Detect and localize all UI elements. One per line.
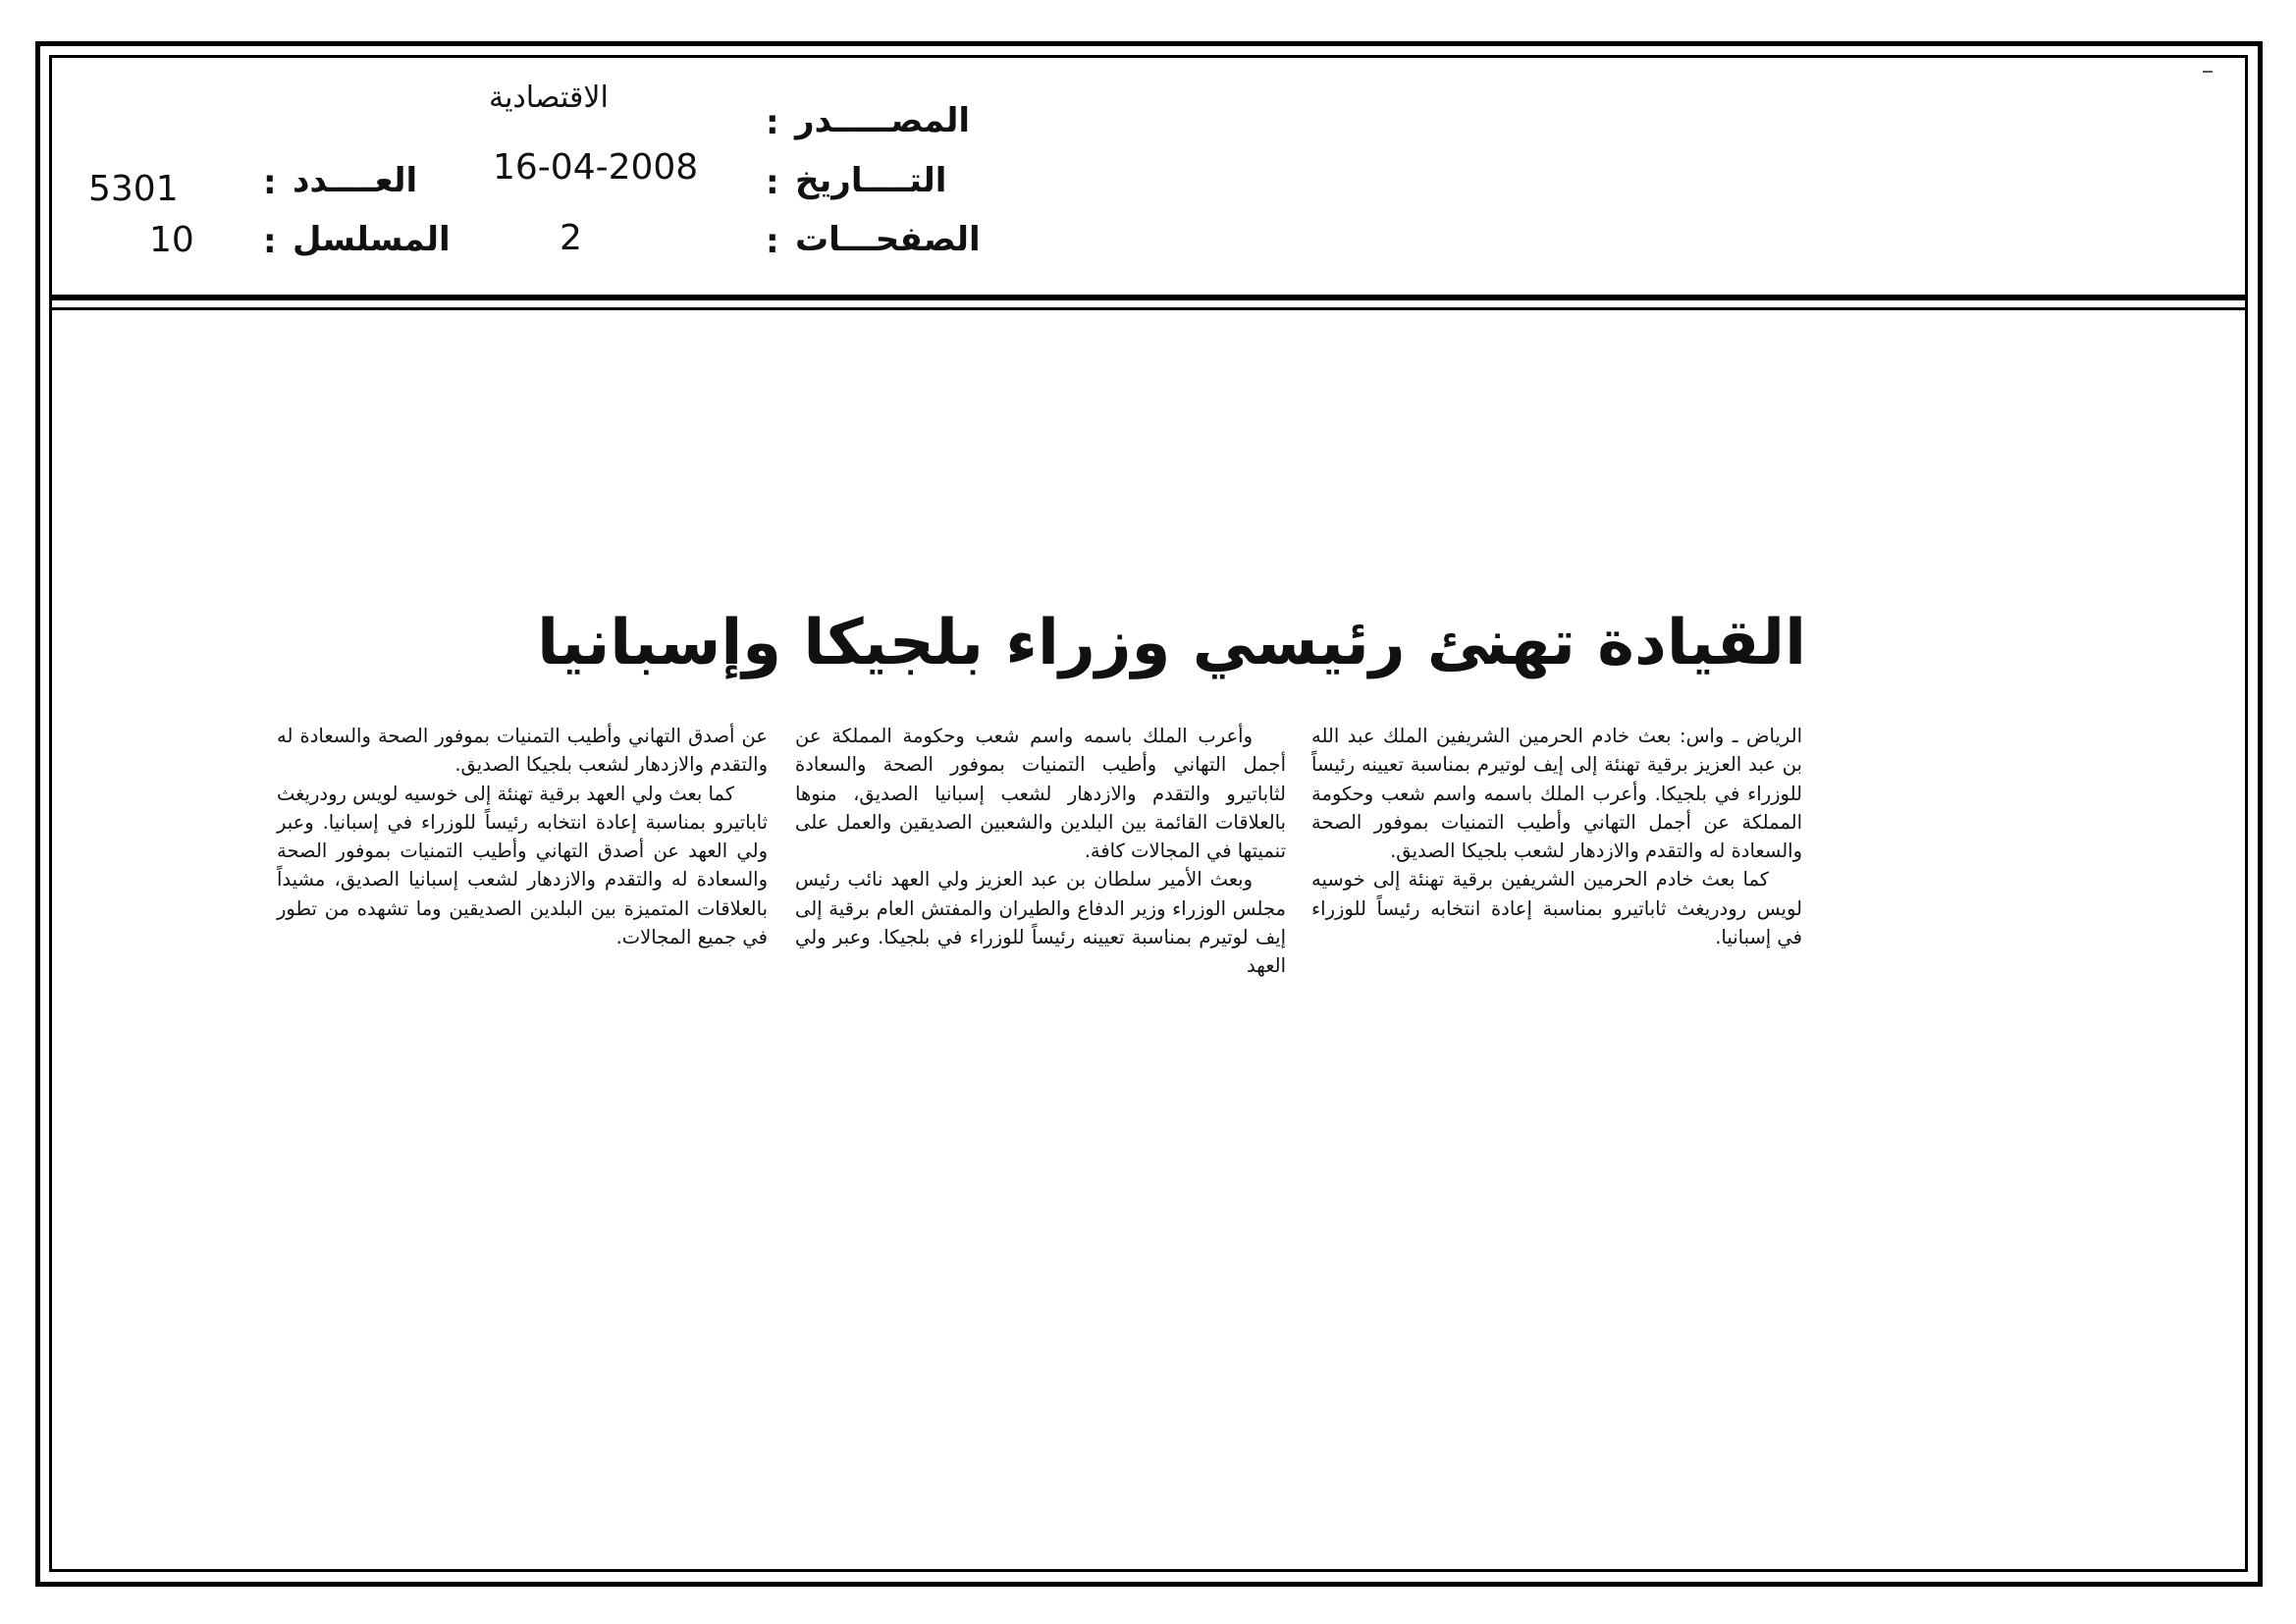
- issue-colon: :: [263, 163, 277, 202]
- date-colon: :: [766, 163, 779, 202]
- article-column-1: [1311, 722, 1802, 951]
- date-value: 16-04-2008: [493, 147, 699, 188]
- article-paragraph: عن أصدق التهاني وأطيب التمنيات بموفور الصحة والسعادة له والتقدم والازدهار لشعب بلجيكا الصديق.: [277, 725, 768, 777]
- pages-colon: :: [766, 222, 779, 261]
- article-paragraph: كما بعث خادم الحرمين الشريفين برقية تهنئة إلى خوسيه لويس رودريغث ثاباتيرو بمناسبة إعادة انتخابه رئيساً للوزراء في إسبانيا.: [1311, 868, 1802, 949]
- source-value: الاقتصادية: [489, 81, 609, 115]
- corner-mark: [2203, 71, 2213, 73]
- header-rule-thick: [49, 295, 2248, 300]
- issue-label: العــــدد: [293, 161, 418, 200]
- article-paragraph: وأعرب الملك باسمه واسم شعب وحكومة المملكة عن أجمل التهاني وأطيب التمنيات بموفور الصحة والسعادة لثاباتيرو والتقدم والازدهار لشعب إسبانيا الصديق، منوها بالعلاقات القائمة بين البلدين والشعبين الصديقين والعمل على تنميتها في المجالات كافة.: [795, 725, 1286, 863]
- article-column-2: [795, 722, 1286, 981]
- article-paragraph: وبعث الأمير سلطان بن عبد العزيز ولي العهد نائب رئيس مجلس الوزراء وزير الدفاع والطيران والمفتش العام برقية إلى إيف لوتيرم بمناسبة تعيينه رئيساً للوزراء في بلجيكا. وعبر ولي العهد: [795, 868, 1286, 978]
- source-label: المصـــــدر: [795, 101, 971, 140]
- article-paragraph: الرياض ـ واس: بعث خادم الحرمين الشريفين الملك عبد الله بن عبد العزيز برقية تهنئة إلى إيف لوتيرم بمناسبة تعيينه رئيساً للوزراء في بلجيكا. وأعرب الملك باسمه واسم شعب وحكومة المملكة عن أجمل التهاني وأطيب التمنيات بموفور الصحة والسعادة له والتقدم والازدهار لشعب بلجيكا الصديق.: [1311, 725, 1802, 863]
- pages-label: الصفحـــات: [795, 220, 981, 259]
- date-label: التــــاريخ: [795, 161, 947, 200]
- serial-label: المسلسل: [293, 220, 451, 259]
- serial-value: 10: [149, 220, 194, 260]
- article-headline: القيادة تهنئ رئيسي وزراء بلجيكا وإسبانيا: [537, 607, 1806, 679]
- issue-value: 5301: [88, 169, 179, 209]
- source-colon: :: [766, 103, 779, 142]
- pages-value: 2: [560, 218, 582, 258]
- serial-colon: :: [263, 222, 277, 261]
- article-column-3: [277, 722, 768, 951]
- header-rule-thin: [49, 307, 2248, 310]
- article-paragraph: كما بعث ولي العهد برقية تهنئة إلى خوسيه لويس رودريغث ثاباتيرو بمناسبة إعادة انتخابه رئيساً للوزراء في إسبانيا. وعبر ولي العهد عن أصدق التهاني وأطيب التمنيات بموفور الصحة والسعادة له والتقدم والازدهار لشعب إسبانيا الصديق، مشيداً بالعلاقات المتميزة بين البلدين الصديقين وما تشهده من تطور في جميع المجالات.: [277, 782, 768, 949]
